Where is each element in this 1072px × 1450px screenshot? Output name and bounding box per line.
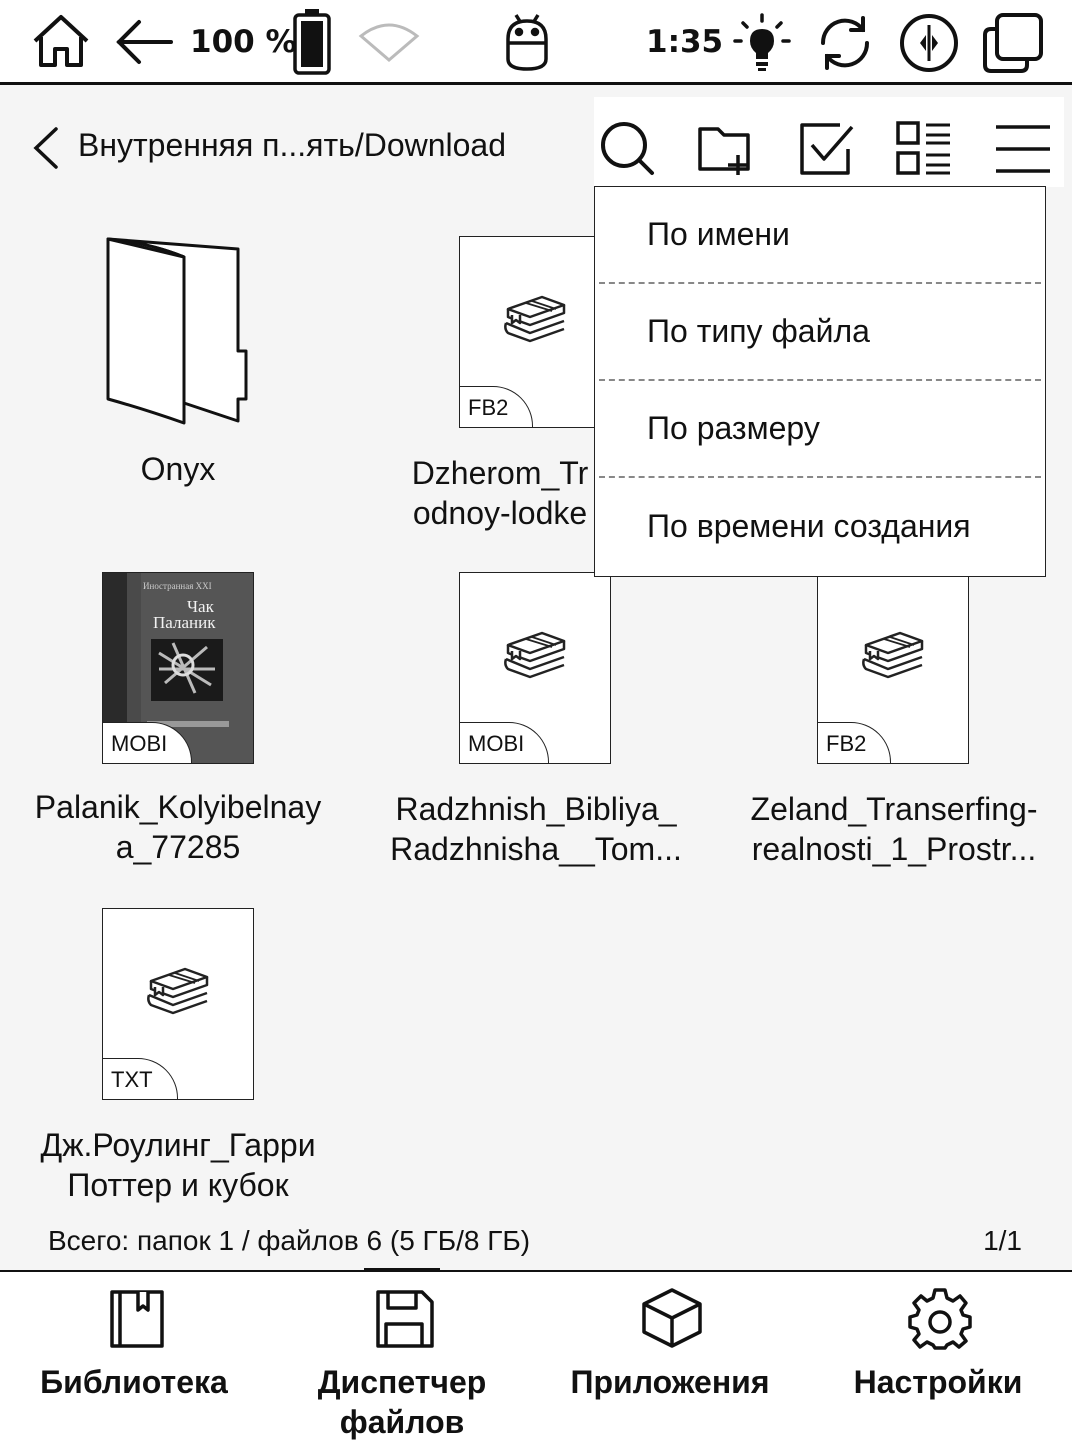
format-badge: FB2 xyxy=(459,386,533,428)
search-icon[interactable] xyxy=(598,119,658,179)
sort-by-type[interactable]: По типу файла xyxy=(599,284,1041,381)
bottom-nav xyxy=(0,1270,1072,1450)
nav-apps[interactable]: Приложения xyxy=(536,1272,804,1450)
file-name[interactable]: Palanik_Kolyibelnay a_77285 xyxy=(34,789,322,865)
status-bar xyxy=(0,0,1072,85)
new-folder-icon[interactable] xyxy=(696,119,756,179)
file-name[interactable]: Дж.Роулинг_Гарри Поттер и кубок xyxy=(40,1127,316,1203)
file-name[interactable]: Radzhnish_Bibliya_ Radzhnisha__Tom... xyxy=(390,791,682,867)
back-chevron-icon[interactable] xyxy=(30,125,66,171)
cube-icon xyxy=(640,1286,704,1350)
cover-author-first: Чак xyxy=(187,597,214,616)
page-turn-icon[interactable] xyxy=(896,12,962,74)
multitask-icon[interactable] xyxy=(978,10,1048,76)
gear-icon xyxy=(908,1286,972,1350)
nav-file-manager[interactable]: Диспетчер файлов xyxy=(268,1272,536,1450)
book-thumbnail[interactable] xyxy=(459,236,611,428)
storage-summary: Всего: папок 1 / файлов 6 (5 ГБ/8 ГБ) xyxy=(48,1225,531,1256)
select-checkbox-icon[interactable] xyxy=(796,119,856,179)
format-badge: FB2 xyxy=(817,722,891,764)
battery-percent: 100 % xyxy=(190,24,297,60)
sort-by-name[interactable]: По имени xyxy=(599,187,1041,284)
battery-icon xyxy=(290,6,334,76)
clock: 1:35 xyxy=(646,24,724,60)
format-badge: TXT xyxy=(102,1058,178,1100)
file-name[interactable]: Zeland_Transerfing- realnosti_1_Prostr... xyxy=(750,791,1038,867)
folder-icon[interactable] xyxy=(100,235,252,427)
page-indicator: 1/1 xyxy=(983,1225,1022,1256)
sort-by-date[interactable]: По времени создания xyxy=(647,508,971,544)
nav-settings[interactable]: Настройки xyxy=(804,1272,1072,1450)
current-path[interactable]: Внутренняя п...ять/Download xyxy=(78,127,507,163)
file-name[interactable]: Dzherom_Tr odnoy-lodke xyxy=(411,455,589,531)
sort-by-size[interactable]: По размеру xyxy=(599,381,1041,478)
view-mode-icon[interactable] xyxy=(894,119,954,179)
book-cover[interactable] xyxy=(102,572,254,764)
android-icon[interactable] xyxy=(500,10,554,74)
frontlight-icon[interactable] xyxy=(732,12,792,74)
floppy-icon xyxy=(372,1286,436,1350)
library-icon xyxy=(104,1286,168,1350)
cover-series: Иностранная ХХI xyxy=(143,581,212,591)
sync-icon[interactable] xyxy=(812,12,878,74)
cover-author-last: Паланик xyxy=(153,613,216,632)
sort-menu xyxy=(594,186,1046,577)
wifi-icon xyxy=(356,16,422,66)
book-thumbnail[interactable] xyxy=(102,908,254,1100)
back-arrow-icon[interactable] xyxy=(112,14,176,70)
file-manager-content xyxy=(0,85,1072,1270)
format-badge: MOBI xyxy=(102,722,192,764)
nav-library[interactable]: Библиотека xyxy=(0,1272,268,1450)
menu-icon[interactable] xyxy=(994,119,1054,179)
book-thumbnail[interactable] xyxy=(817,572,969,764)
home-icon[interactable] xyxy=(28,10,94,72)
book-thumbnail[interactable] xyxy=(459,572,611,764)
file-name[interactable]: Onyx xyxy=(140,451,216,487)
format-badge: MOBI xyxy=(459,722,549,764)
